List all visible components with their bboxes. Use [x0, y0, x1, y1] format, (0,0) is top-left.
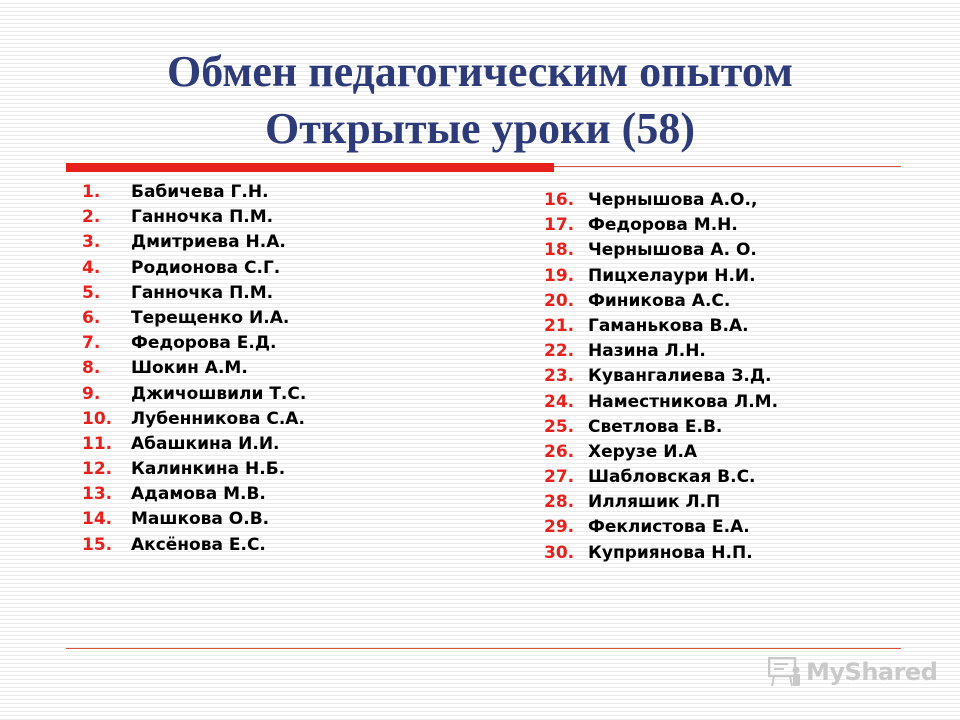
list-item-number: 25.: [544, 416, 575, 437]
list-item-name: Шокин А.М.: [131, 358, 248, 379]
list-item: [544, 541, 778, 566]
list-item-name: Машкова О.В.: [131, 509, 270, 530]
list-item-name: Феклистова Е.А.: [588, 517, 750, 538]
list-item-name: Чернышова А.О.,: [588, 190, 758, 210]
list-item-name: Адамова М.В.: [131, 484, 266, 505]
list-item-number: 20.: [544, 290, 575, 311]
list-item-number: 12.: [82, 459, 113, 480]
list-item-number: 8.: [82, 358, 101, 379]
list-item-number: 21.: [544, 315, 575, 336]
list-item-name: Джичошвили Т.С.: [131, 383, 307, 404]
list-item-name: Гаманькова В.А.: [588, 315, 749, 336]
list-item: [544, 490, 778, 515]
list-item-name: Федорова М.Н.: [588, 215, 738, 236]
classroom-icon: [768, 657, 802, 687]
list-item-name: Дмитриева Н.А.: [131, 232, 286, 253]
list-item-number: 13.: [82, 484, 113, 505]
list-item-number: 16.: [544, 190, 575, 210]
list-item-name: Родионова С.Г.: [131, 257, 281, 278]
list-item: [544, 188, 778, 213]
list-item: [82, 407, 306, 432]
list-item: [544, 264, 778, 289]
list-item-name: Бабичева Г.Н.: [131, 182, 269, 202]
list-item: [544, 213, 778, 238]
list-item-number: 15.: [82, 534, 113, 555]
list-item-number: 1.: [82, 182, 101, 202]
list-item: [544, 390, 778, 415]
list-item-number: 27.: [544, 467, 575, 488]
list-item: [82, 281, 306, 306]
list-item-name: Назина Л.Н.: [588, 341, 706, 362]
list-item-name: Пицхелаури Н.И.: [588, 265, 756, 286]
list-item-number: 22.: [544, 341, 575, 362]
list-item: [544, 465, 778, 490]
list-item: [82, 382, 306, 407]
list-item-name: Шабловская В.С.: [588, 467, 756, 488]
list-item: [82, 457, 306, 482]
list-item: [82, 256, 306, 281]
list-item: [544, 515, 778, 540]
list-item: [82, 180, 306, 205]
footer-divider: [66, 648, 901, 649]
list-item-number: 6.: [82, 307, 101, 328]
list-item-name: Светлова Е.В.: [588, 416, 723, 437]
list-item-name: Лубенникова С.А.: [131, 408, 305, 429]
list-item-number: 24.: [544, 391, 575, 412]
list-item-number: 2.: [82, 207, 101, 228]
list-item-name: Куприянова Н.П.: [588, 542, 753, 563]
logo: [768, 655, 937, 689]
list-item-number: 29.: [544, 517, 575, 538]
list-item: [544, 314, 778, 339]
list-item: [544, 289, 778, 314]
list-item-name: Федорова Е.Д.: [131, 333, 277, 354]
list-item: [82, 205, 306, 230]
list-item-number: 26.: [544, 441, 575, 462]
names-list-right: [544, 188, 778, 566]
list-item-number: 23.: [544, 366, 575, 387]
list-item-number: 30.: [544, 542, 575, 563]
slide-subtitle: Открытые уроки (58): [265, 104, 695, 153]
list-item: [544, 339, 778, 364]
names-list-left: [82, 180, 306, 558]
list-item-number: 7.: [82, 333, 101, 354]
list-item-name: Кувангалиева З.Д.: [588, 366, 772, 387]
list-item-name: Илляшик Л.П: [588, 492, 721, 513]
title-underline-accent: [66, 163, 554, 172]
list-item-number: 11.: [82, 433, 113, 454]
list-item-number: 19.: [544, 265, 575, 286]
list-item: [82, 356, 306, 381]
list-item-name: Чернышова А. О.: [588, 240, 757, 261]
list-item-name: Ганночка П.М.: [131, 207, 274, 228]
list-item-number: 9.: [82, 383, 101, 404]
list-item-number: 5.: [82, 282, 101, 303]
list-item-name: Финикова А.С.: [588, 290, 731, 311]
list-item-name: Херузе И.А: [588, 441, 698, 462]
list-item-name: Ганночка П.М.: [131, 282, 274, 303]
list-item: [82, 230, 306, 255]
list-item: [544, 238, 778, 263]
list-item: [82, 306, 306, 331]
title-underline-thin: [554, 166, 901, 167]
list-item: [82, 533, 306, 558]
list-item-number: 17.: [544, 215, 575, 236]
list-item: [82, 331, 306, 356]
list-item-number: 10.: [82, 408, 113, 429]
list-item-name: Абашкина И.И.: [131, 433, 280, 454]
list-item: [82, 507, 306, 532]
list-item-number: 28.: [544, 492, 575, 513]
list-item-number: 3.: [82, 232, 101, 253]
list-item-number: 4.: [82, 257, 101, 278]
list-item-name: Терещенко И.А.: [131, 307, 290, 328]
list-item: [544, 364, 778, 389]
list-item: [544, 415, 778, 440]
list-item-name: Наместникова Л.М.: [588, 391, 779, 412]
list-item: [82, 432, 306, 457]
list-item-name: Калинкина Н.Б.: [131, 459, 286, 480]
list-item-number: 14.: [82, 509, 113, 530]
slide-title: Обмен педагогическим опытом: [167, 47, 793, 96]
list-item-name: Аксёнова Е.С.: [131, 534, 266, 555]
list-item-number: 18.: [544, 240, 575, 261]
list-item: [82, 482, 306, 507]
list-item: [544, 440, 778, 465]
logo-text: MyShared: [806, 658, 938, 686]
